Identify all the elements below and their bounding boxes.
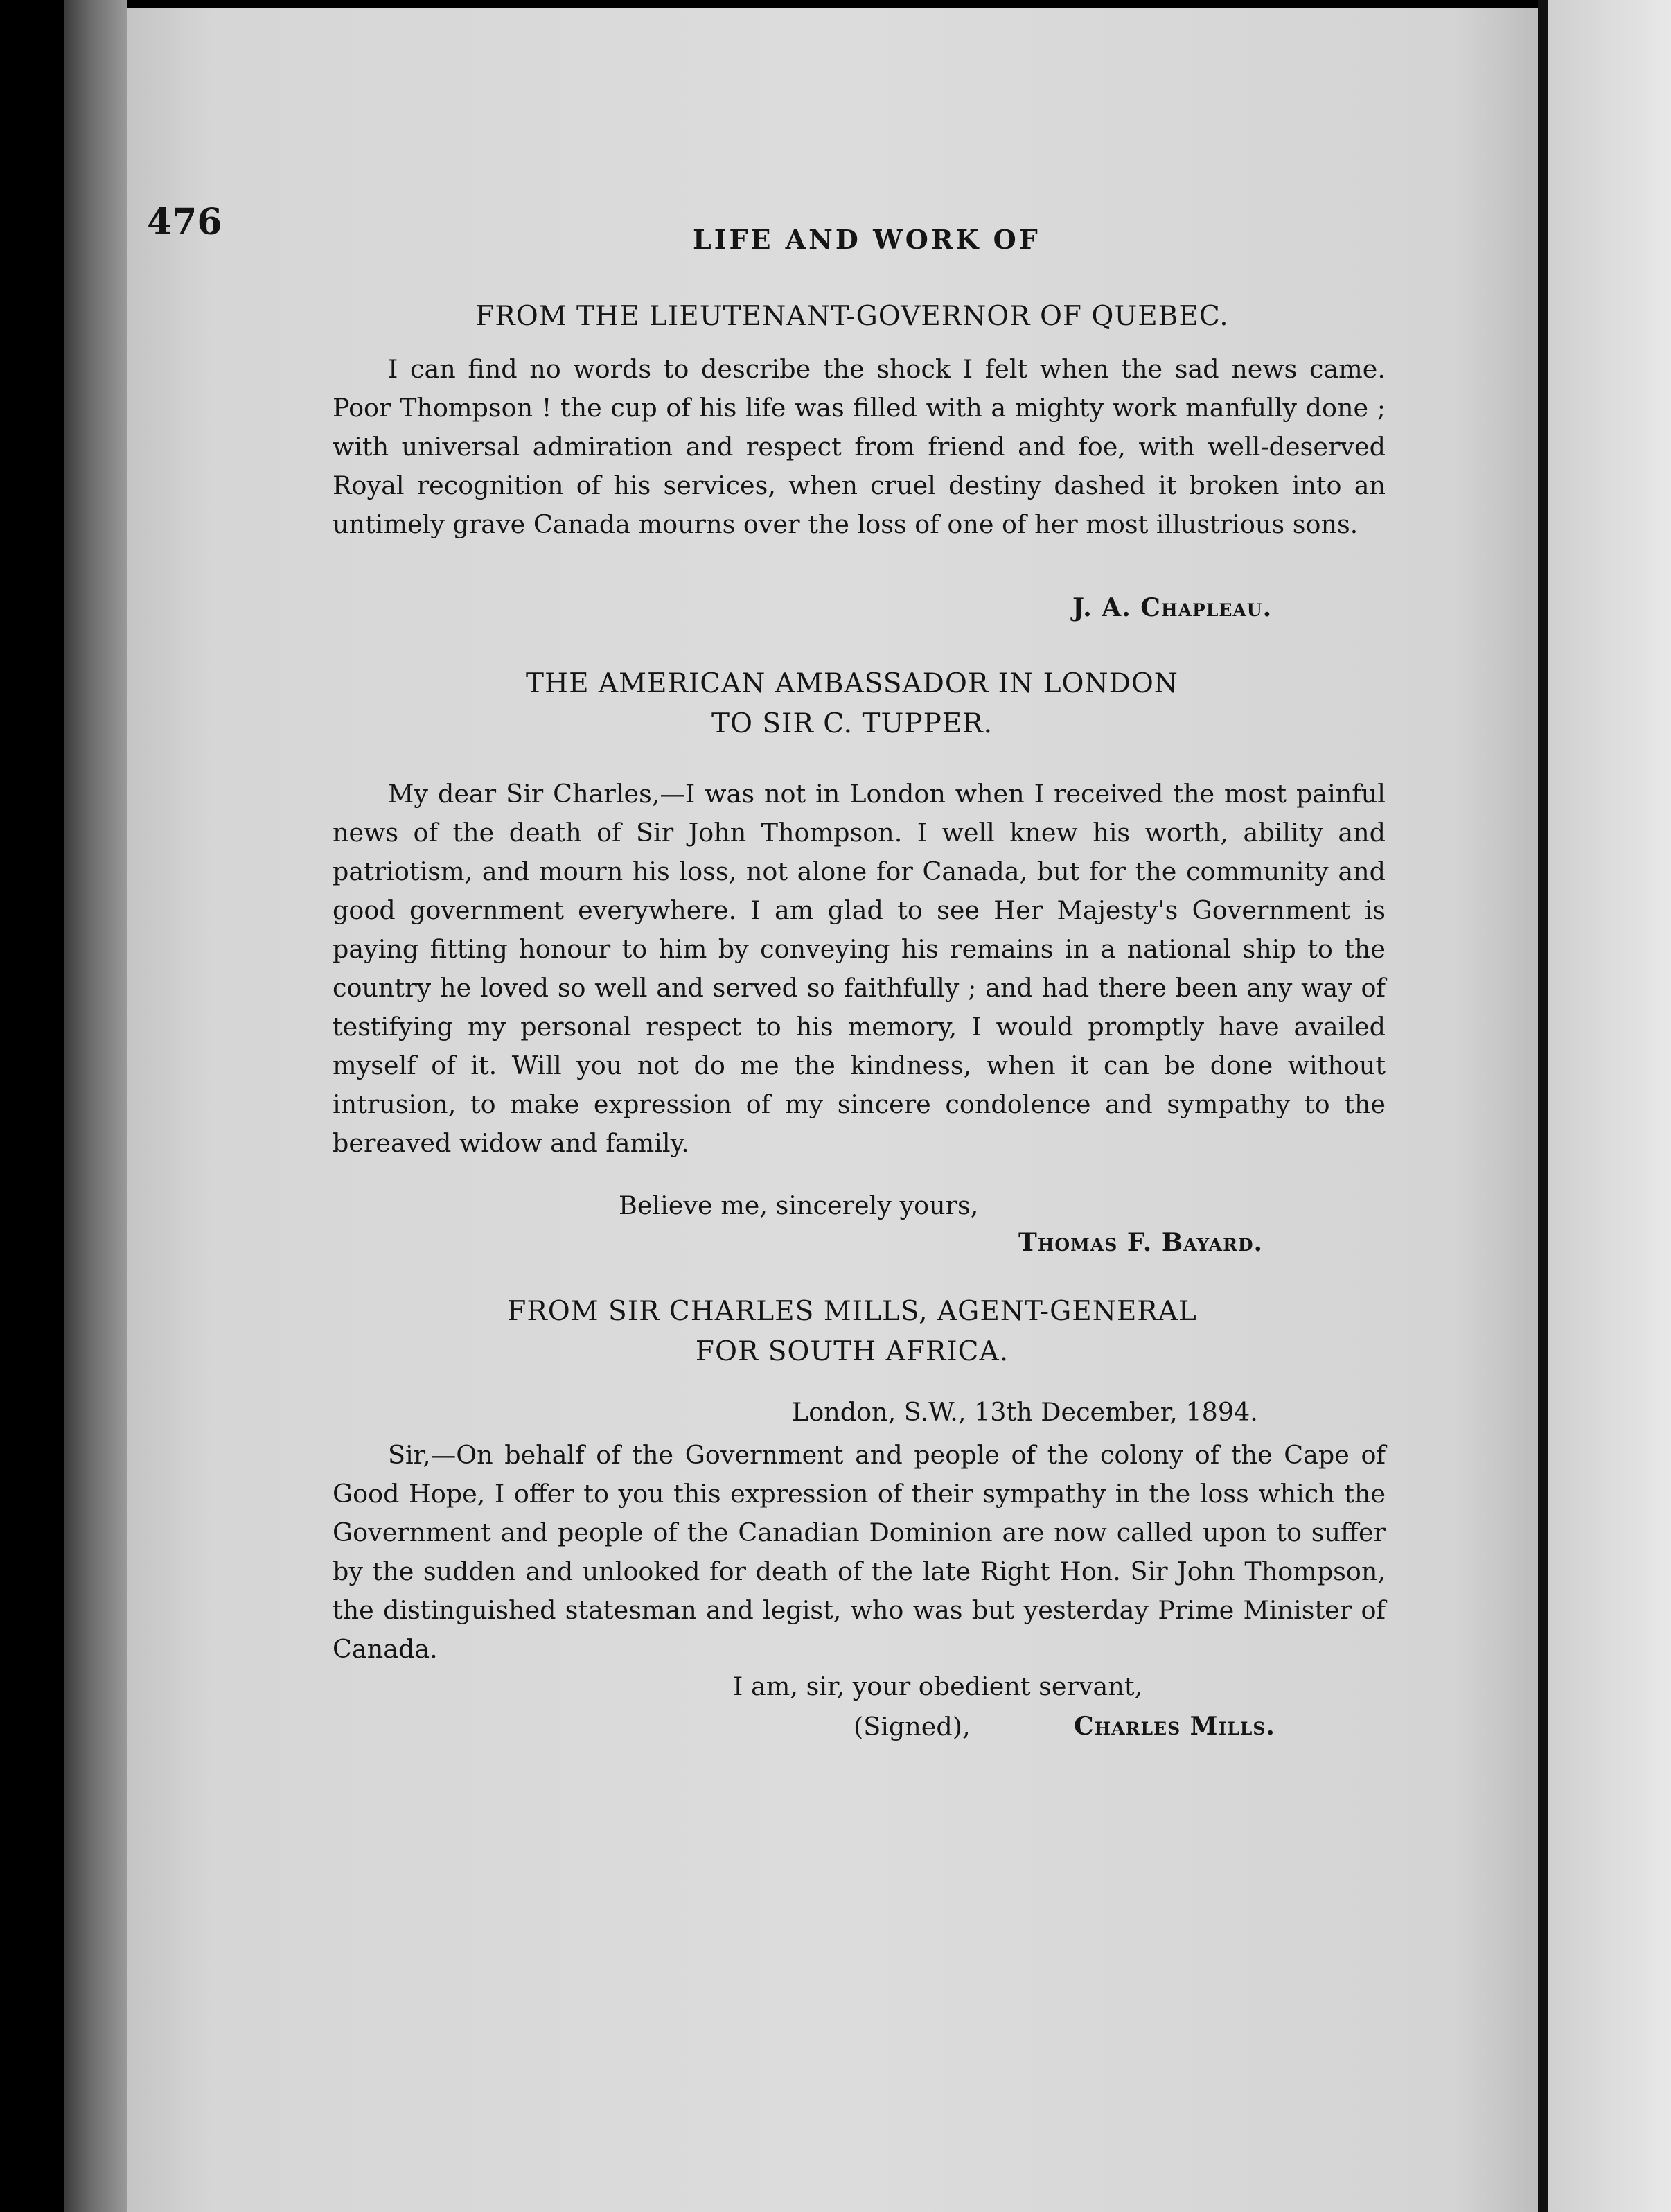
letter-closing-bayard: Believe me, sincerely yours, — [619, 1191, 979, 1220]
page-number: 476 — [147, 201, 222, 243]
section-heading-mills-line1: FROM SIR CHARLES MILLS, AGENT-GENERAL — [507, 1296, 1197, 1327]
running-head: LIFE AND WORK OF — [693, 224, 1041, 255]
letter-body-chapleau — [333, 350, 1386, 544]
letter-body-mills — [333, 1436, 1386, 1669]
section-heading-ambassador-line2: TO SIR C. TUPPER. — [711, 708, 993, 739]
letter-body-text: My dear Sir Charles,—I was not in London when I received the most painful news of the death of Sir John Thompson. I well knew his worth, ability and patriotism, and mourn his loss, not alone for Canada, but for the community and good government everywhere. I am glad to see Her Majesty's Government is paying fitting honour to him by conveying his remains in a national ship to the country he loved so well and served so faithfully ; and had there been any way of testifying my personal respect to his memory, I would promptly have availed myself of it. Will you not do me the kindness, when it can be done without intrusion, to make expression of my sincere condolence and sympathy to the bereaved widow and family. — [333, 779, 1386, 1158]
section-heading-ambassador-line1: THE AMERICAN AMBASSADOR IN LONDON — [526, 668, 1178, 699]
letter-closing-mills: I am, sir, your obedient servant, — [733, 1671, 1143, 1701]
book-spine-shadow — [64, 0, 127, 2212]
signature-mills: Charles Mills. — [1074, 1712, 1275, 1741]
letter-body-bayard — [333, 775, 1386, 1163]
letter-dateline-mills: London, S.W., 13th December, 1894. — [792, 1397, 1258, 1427]
signature-bayard: Thomas F. Bayard. — [1018, 1228, 1264, 1257]
adjacent-page-edge — [1548, 0, 1671, 2212]
letter-body-text: I can find no words to describe the shock I felt when the sad news came. Poor Thompson ! the cup of his life was filled with a mighty work manfully done ; with universal admiration and respect from friend and foe, with well-deserved Royal recognition of his services, when cruel destiny dashed it broken into an untimely grave Canada mourns over the loss of one of her most illustrious sons. — [333, 354, 1386, 539]
letter-body-text: Sir,—On behalf of the Government and people of the colony of the Cape of Good Hope, I offer to you this expression of their sympathy in the loss which the Government and people of the Canadian Dominion are now called upon to suffer by the sudden and unlooked for death of the late Right Hon. Sir John Thompson, the distinguished statesman and legist, who was but yesterday Prime Minister of Canada. — [333, 1440, 1386, 1664]
signed-label: (Signed), — [854, 1712, 971, 1741]
page-gutter — [1538, 0, 1548, 2212]
section-heading-mills-line2: FOR SOUTH AFRICA. — [695, 1336, 1009, 1367]
section-heading-quebec: FROM THE LIEUTENANT-GOVERNOR OF QUEBEC. — [475, 301, 1229, 332]
signature-chapleau: J. A. Chapleau. — [1072, 593, 1273, 622]
